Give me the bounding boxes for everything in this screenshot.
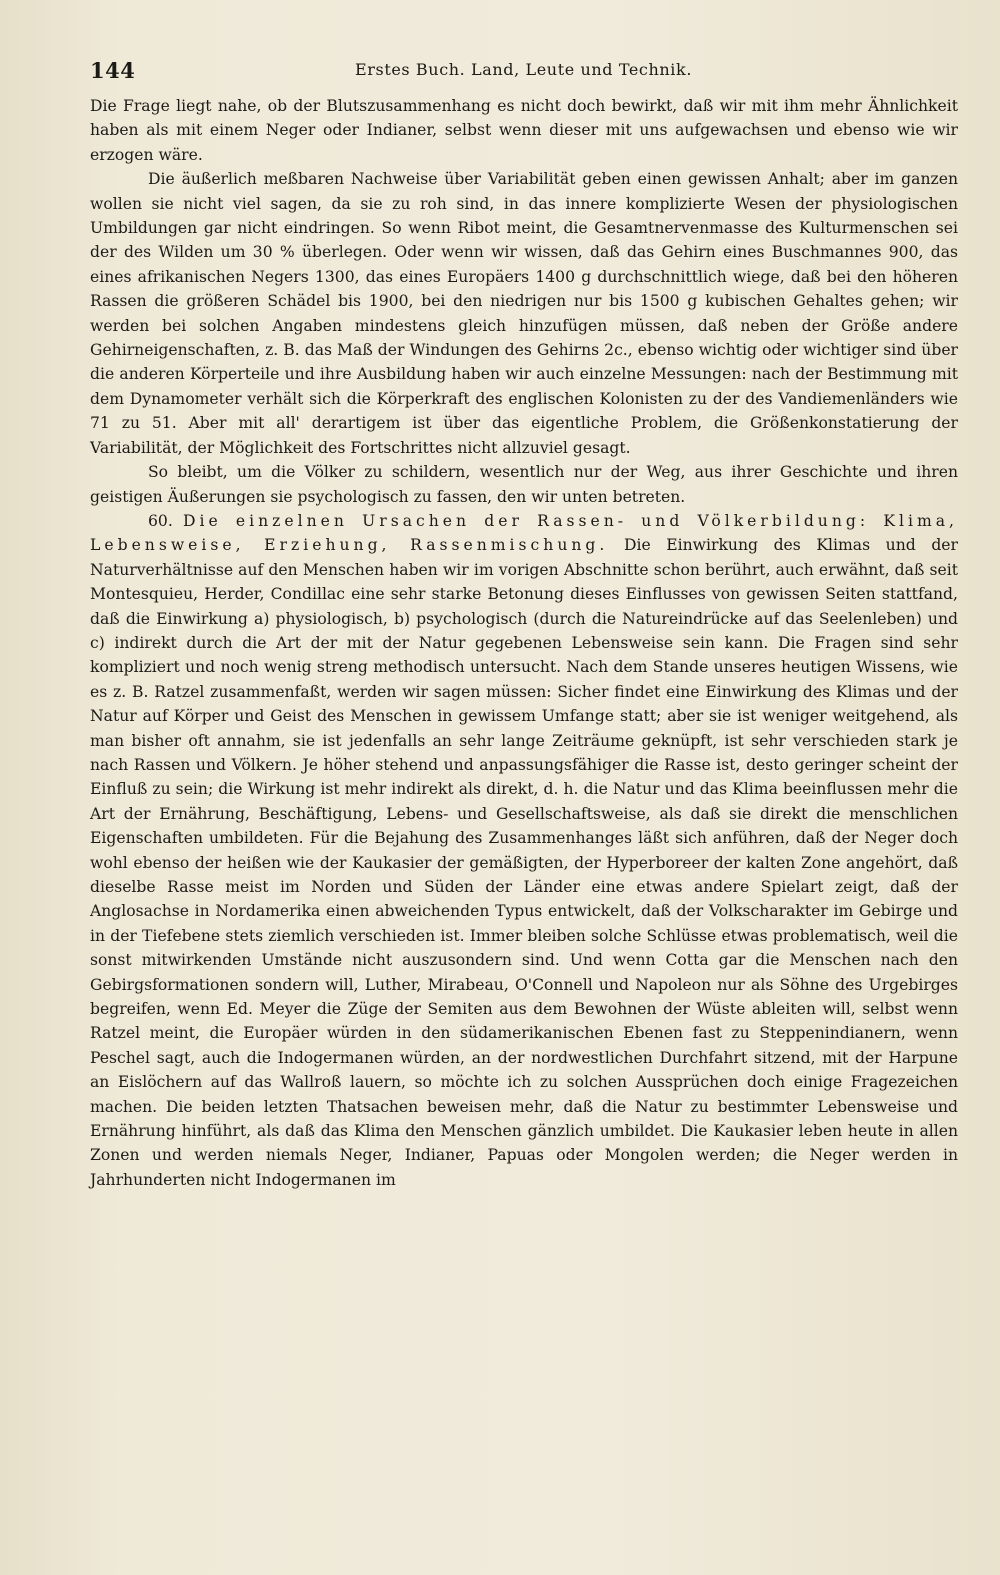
- section-heading: Die einzelnen Ursachen der Rassen- und Völkerbildung: Klima, Lebensweise, Erziehung, Rassenmischung.: [90, 511, 958, 555]
- paragraph-1: Die Frage liegt nahe, ob der Blutszusammenhang es nicht doch bewirkt, daß wir mit ihm mehr Ähnlichkeit haben als mit einem Neger oder Indianer, selbst wenn dieser mit uns aufgewachsen und ebenso wie wir erzogen wäre.: [90, 97, 958, 164]
- section-60: [90, 509, 958, 1192]
- running-title: Erstes Buch. Land, Leute und Technik.: [355, 60, 693, 79]
- paragraph-3: So bleibt, um die Völker zu schildern, wesentlich nur der Weg, aus ihrer Geschichte und ihren geistigen Äußerungen sie psychologisch zu fassen, den wir unten betreten.: [90, 463, 958, 506]
- page-number: 144: [90, 58, 136, 83]
- page-header: [90, 50, 960, 94]
- section-number: 60.: [148, 511, 173, 530]
- paragraph-2: Die äußerlich meßbaren Nachweise über Variabilität geben einen gewissen Anhalt; aber im ganzen wollen sie nicht viel sagen, da sie zu roh sind, in das innere komplizierte Wesen der physiologischen Umbildungen gar nicht eindringen. So wenn Ribot meint, die Gesamtnervenmasse des Kulturmenschen sei der des Wilden um 30 % überlegen. Oder wenn wir wissen, daß das Gehirn eines Buschmannes 900, das eines afrikanischen Negers 1300, das eines Europäers 1400 g durchschnittlich wiege, daß bei den höheren Rassen die größeren Schädel bis 1900, bei den niedrigen nur bis 1500 g kubischen Gehaltes gehen; wir werden bei solchen Angaben mindestens gleich hinzufügen müssen, daß neben der Größe andere Gehirneigenschaften, z. B. das Maß der Windungen des Gehirns 2c., ebenso wichtig oder wichtiger sind über die anderen Körperteile und ihre Ausbildung haben wir auch einzelne Messungen: nach der Bestimmung mit dem Dynamometer verhält sich die Körperkraft des englischen Kolonisten zu der des Vandiemenländers wie 71 zu 51. Aber mit all' derartigem ist über das eigentliche Problem, die Größenkonstatierung der Variabilität, der Möglichkeit des Fortschrittes nicht allzuviel gesagt.: [90, 170, 958, 457]
- body-text: [90, 94, 958, 1192]
- section-text: Die Einwirkung des Klimas und der Naturverhältnisse auf den Menschen haben wir im vorigen Abschnitte schon berührt, auch erwähnt, daß seit Montesquieu, Herder, Condillac eine sehr starke Betonung dieses Einflusses von gewissen Seiten stattfand, daß die Einwirkung a) physiologisch, b) psychologisch (durch die Natureindrücke auf das Seelenleben) und c) indirekt durch die Art der mit der Natur gegebenen Lebensweise sein kann. Die Fragen sind sehr kompliziert und noch wenig streng methodisch untersucht. Nach dem Stande unseres heutigen Wissens, wie es z. B. Ratzel zusammenfaßt, werden wir sagen müssen: Sicher findet eine Einwirkung des Klimas und der Natur auf Körper und Geist des Menschen in gewissem Umfange statt; aber sie ist weniger weitgehend, als man bisher oft annahm, sie ist jedenfalls an sehr lange Zeiträume geknüpft, ist sehr verschieden stark je nach Rassen und Völkern. Je höher stehend und anpassungsfähiger die Rasse ist, desto geringer scheint der Einfluß zu sein; die Wirkung ist mehr indirekt als direkt, d. h. die Natur und das Klima beeinflussen mehr die Art der Ernährung, Beschäftigung, Lebens- und Gesellschaftsweise, als daß sie direkt die menschlichen Eigenschaften umbildeten. Für die Bejahung des Zusammenhanges läßt sich anführen, daß der Neger doch wohl ebenso der heißen wie der Kaukasier der gemäßigten, der Hyperboreer der kalten Zone angehört, daß dieselbe Rasse meist im Norden und Süden der Länder eine etwas andere Spielart zeigt, daß der Anglosachse in Nordamerika einen abweichenden Typus entwickelt, daß der Volkscharakter im Gebirge und in der Tiefebene stets ziemlich verschieden ist. Immer bleiben solche Schlüsse etwas problematisch, weil die sonst mitwirkenden Umstände nicht auszusondern sind. Und wenn Cotta gar die Menschen nach den Gebirgsformationen sondern will, Luther, Mirabeau, O'Connell und Napoleon nur als Söhne des Urgebirges begreifen, wenn Ed. Meyer die Züge der Semiten aus dem Bewohnen der Wüste ableiten will, selbst wenn Ratzel meint, die Europäer würden in den südamerikanischen Ebenen fast zu Steppenindianern, wenn Peschel sagt, auch die Indogermanen würden, an der nordwestlichen Durchfahrt sitzend, mit der Harpune an Eislöchern auf das Wallroß lauern, so möchte ich zu solchen Aussprüchen doch einige Fragezeichen machen. Die beiden letzten Thatsachen beweisen mehr, daß die Natur zu bestimmter Lebensweise und Ernährung hinführt, als daß das Klima den Menschen gänzlich umbildet. Die Kaukasier leben heute in allen Zonen und werden niemals Neger, Indianer, Papuas oder Mongolen werden; die Neger werden in Jahrhunderten nicht Indogermanen im: [90, 536, 958, 1189]
